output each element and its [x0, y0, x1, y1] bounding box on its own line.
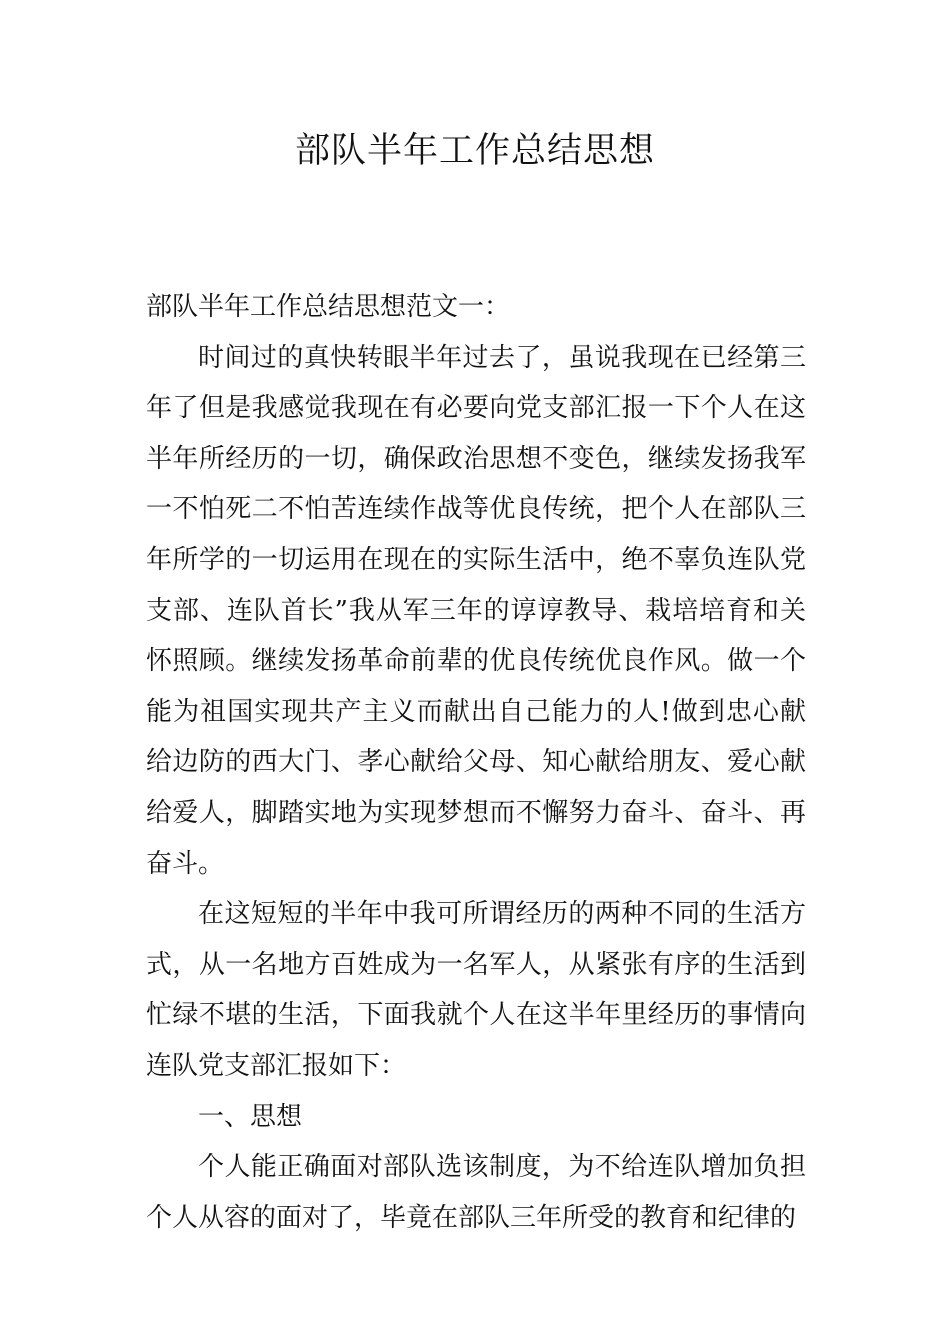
section-heading-thought: 一、思想 [198, 1101, 303, 1132]
document-subtitle: 部队半年工作总结思想范文一： [146, 292, 511, 322]
document-title: 部队半年工作总结思想 [294, 131, 655, 171]
document-body [146, 282, 806, 1243]
paragraph-2: 在这短短的半年中我可所谓经历的两种不同的生活方式，从一名地方百姓成为一名军人，从紧张有序的生活到忙绿不堪的生活，下面我就个人在这半年里经历的事情向连队党支部汇报如下： [146, 899, 806, 1081]
paragraph-1: 时间过的真快转眼半年过去了，虽说我现在已经第三年了但是我感觉我现在有必要向党支部汇报一下个人在这半年所经历的一切，确保政治思想不变色，继续发扬我军一不怕死二不怕苦连续作战等优良传统，把个人在部队三年所学的一切运用在现在的实际生活中，绝不辜负连队党支部、连队首长”我从军三年的谆谆教导、栽培培育和关怀照顾。继续发扬革命前辈的优良传统优良作风。做一个能为祖国实现共产主义而献出自己能力的人!做到忠心献给边防的西大门、孝心献给父母、知心献给朋友、爱心献给爱人，脚踏实地为实现梦想而不懈努力奋斗、奋斗、再奋斗。 [146, 342, 806, 879]
paragraph-3: 个人能正确面对部队选该制度，为不给连队增加负担个人从容的面对了，毕竟在部队三年所受的教育和纪律的 [146, 1152, 806, 1233]
